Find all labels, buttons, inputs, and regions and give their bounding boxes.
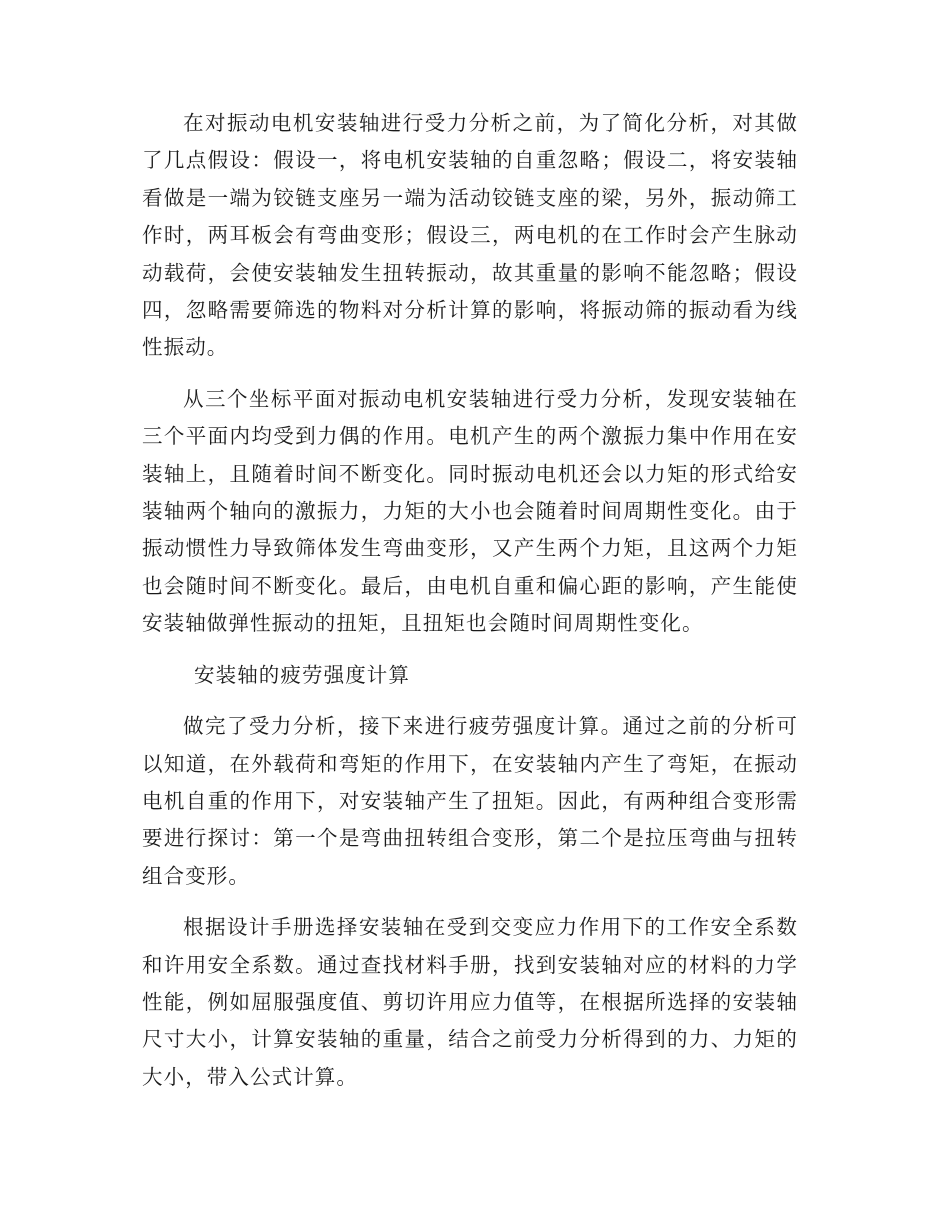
paragraph-safety-factor: 根据设计手册选择安装轴在受到交变应力作用下的工作安全系数和许用安全系数。通过查找材料手册，找到安装轴对应的材料的力学性能，例如屈服强度值、剪切许用应力值等，在根据所选择的安装轴尺寸大小，计算安装轴的重量，结合之前受力分析得到的力、力矩的大小，带入公式计算。 — [142, 915, 798, 1089]
paragraph-force-analysis: 从三个坐标平面对振动电机安装轴进行受力分析，发现安装轴在三个平面内均受到力偶的作用。电机产生的两个激振力集中作用在安装轴上，且随着时间不断变化。同时振动电机还会以力矩的形式给安装轴两个轴向的激振力，力矩的大小也会随着时间周期性变化。由于振动惯性力导致筛体发生弯曲变形，又产生两个力矩，且这两个力矩也会随时间不断变化。最后，由电机自重和偏心距的影响，产生能使安装轴做弹性振动的扭矩，且扭矩也会随时间周期性变化。 — [142, 386, 798, 636]
paragraph-fatigue-calculation: 做完了受力分析，接下来进行疲劳强度计算。通过之前的分析可以知道，在外载荷和弯矩的作用下，在安装轴内产生了弯矩，在振动电机自重的作用下，对安装轴产生了扭矩。因此，有两种组合变形需要进行探讨：第一个是弯曲扭转组合变形，第二个是拉压弯曲与扭转组合变形。 — [142, 714, 798, 888]
document-body — [142, 105, 798, 1110]
paragraph-assumptions: 在对振动电机安装轴进行受力分析之前，为了简化分析，对其做了几点假设：假设一，将电机安装轴的自重忽略；假设二，将安装轴看做是一端为铰链支座另一端为活动铰链支座的梁，另外，振动筛工作时，两耳板会有弯曲变形；假设三，两电机的在工作时会产生脉动动载荷，会使安装轴发生扭转振动，故其重量的影响不能忽略；假设四，忽略需要筛选的物料对分析计算的影响，将振动筛的振动看为线性振动。 — [142, 111, 798, 360]
section-heading: 安装轴的疲劳强度计算 — [194, 662, 410, 687]
